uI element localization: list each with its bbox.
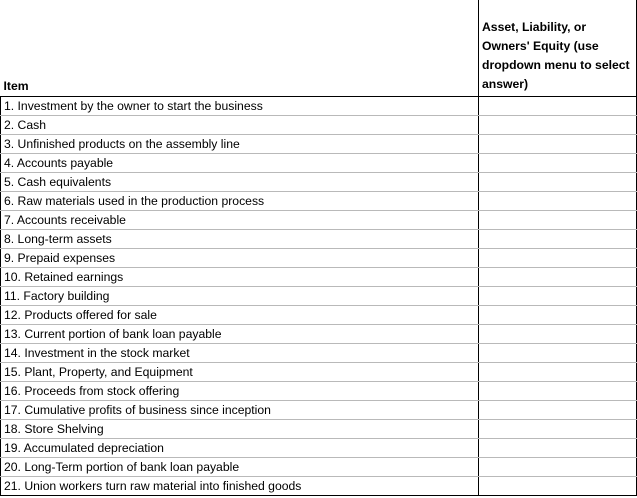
answer-dropdown[interactable] (479, 401, 636, 419)
table-row (1, 343, 637, 362)
item-cell: 20. Long-Term portion of bank loan payable (1, 457, 479, 476)
answer-cell[interactable] (479, 210, 637, 229)
table-body (1, 96, 637, 495)
answer-dropdown[interactable] (479, 116, 636, 134)
item-cell: 3. Unfinished products on the assembly line (1, 134, 479, 153)
answer-cell[interactable] (479, 172, 637, 191)
item-cell: 15. Plant, Property, and Equipment (1, 362, 479, 381)
table-row (1, 153, 637, 172)
table-row (1, 191, 637, 210)
table-row (1, 134, 637, 153)
answer-dropdown[interactable] (479, 477, 636, 495)
answer-dropdown[interactable] (479, 135, 636, 153)
answer-dropdown[interactable] (479, 230, 636, 248)
answer-cell[interactable] (479, 191, 637, 210)
item-cell: 4. Accounts payable (1, 153, 479, 172)
table-row (1, 419, 637, 438)
item-cell: 17. Cumulative profits of business since inception (1, 400, 479, 419)
item-cell: 9. Prepaid expenses (1, 248, 479, 267)
answer-cell[interactable] (479, 286, 637, 305)
answer-dropdown[interactable] (479, 249, 636, 267)
item-cell: 13. Current portion of bank loan payable (1, 324, 479, 343)
answer-dropdown[interactable] (479, 344, 636, 362)
table-row (1, 305, 637, 324)
table-row (1, 438, 637, 457)
table-row (1, 96, 637, 115)
answer-cell[interactable] (479, 457, 637, 476)
table-row (1, 229, 637, 248)
item-cell: 6. Raw materials used in the production process (1, 191, 479, 210)
item-cell: 21. Union workers turn raw material into finished goods (1, 476, 479, 495)
answer-cell[interactable] (479, 115, 637, 134)
answer-cell[interactable] (479, 381, 637, 400)
answer-cell[interactable] (479, 419, 637, 438)
table-row (1, 381, 637, 400)
answer-dropdown[interactable] (479, 154, 636, 172)
table-row (1, 457, 637, 476)
header-row (1, 0, 637, 96)
answer-dropdown[interactable] (479, 192, 636, 210)
answer-column-header (479, 0, 637, 96)
table-row (1, 210, 637, 229)
answer-cell[interactable] (479, 362, 637, 381)
answer-dropdown[interactable] (479, 382, 636, 400)
item-cell: 19. Accumulated depreciation (1, 438, 479, 457)
item-cell: 5. Cash equivalents (1, 172, 479, 191)
table-row (1, 286, 637, 305)
answer-dropdown[interactable] (479, 363, 636, 381)
item-cell: 12. Products offered for sale (1, 305, 479, 324)
answer-dropdown[interactable] (479, 211, 636, 229)
answer-cell[interactable] (479, 229, 637, 248)
table-row (1, 115, 637, 134)
answer-cell[interactable] (479, 134, 637, 153)
answer-dropdown[interactable] (479, 287, 636, 305)
item-cell: 7. Accounts receivable (1, 210, 479, 229)
table-row (1, 248, 637, 267)
answer-column-header-text: Asset, Liability, or Owners' Equity (use dropdown menu to select answer) (482, 19, 630, 91)
table-row (1, 476, 637, 495)
item-cell: 10. Retained earnings (1, 267, 479, 286)
item-cell: 18. Store Shelving (1, 419, 479, 438)
answer-cell[interactable] (479, 153, 637, 172)
answer-dropdown[interactable] (479, 420, 636, 438)
item-cell: 14. Investment in the stock market (1, 343, 479, 362)
item-column-header: Item (1, 0, 479, 96)
answer-cell[interactable] (479, 248, 637, 267)
answer-dropdown[interactable] (479, 306, 636, 324)
item-cell: 2. Cash (1, 115, 479, 134)
item-cell: 16. Proceeds from stock offering (1, 381, 479, 400)
table-row (1, 362, 637, 381)
answer-cell[interactable] (479, 96, 637, 115)
answer-cell[interactable] (479, 476, 637, 495)
table-row (1, 400, 637, 419)
answer-dropdown[interactable] (479, 173, 636, 191)
table-row (1, 172, 637, 191)
table-row (1, 324, 637, 343)
item-cell: 11. Factory building (1, 286, 479, 305)
item-cell: 8. Long-term assets (1, 229, 479, 248)
table-row (1, 267, 637, 286)
answer-cell[interactable] (479, 267, 637, 286)
answer-dropdown[interactable] (479, 458, 636, 476)
answer-cell[interactable] (479, 343, 637, 362)
answer-cell[interactable] (479, 438, 637, 457)
answer-cell[interactable] (479, 305, 637, 324)
answer-dropdown[interactable] (479, 325, 636, 343)
answer-dropdown[interactable] (479, 439, 636, 457)
answer-dropdown[interactable] (479, 268, 636, 286)
answer-dropdown[interactable] (479, 97, 636, 115)
item-cell: 1. Investment by the owner to start the business (1, 96, 479, 115)
answer-cell[interactable] (479, 400, 637, 419)
answer-cell[interactable] (479, 324, 637, 343)
